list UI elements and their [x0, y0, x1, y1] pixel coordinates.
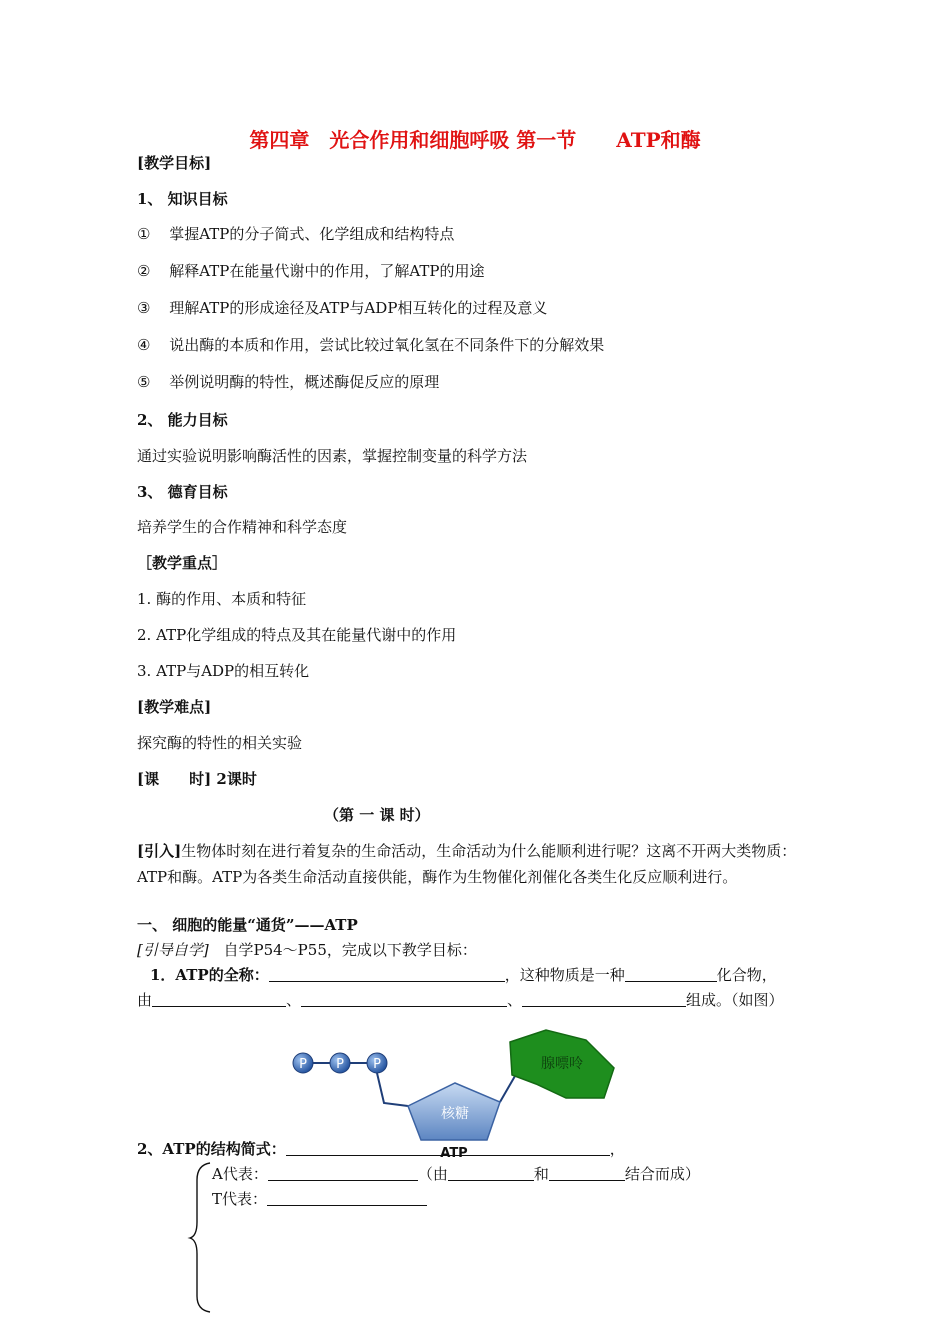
fill-blank[interactable] — [268, 1164, 418, 1181]
q1-label: 1．ATP的全称： — [150, 966, 269, 984]
period-first: （第 一 课 时） — [324, 806, 430, 824]
guide-text: 自学P54～P55，完成以下教学目标： — [223, 941, 477, 959]
item-text: 理解ATP的形成途径及ATP与ADP相互转化的过程及意义 — [169, 299, 548, 317]
page-title: 第四章 光合作用和细胞呼吸 第一节 ATP和酶 — [249, 128, 701, 152]
moral-text: 培养学生的合作精神和科学态度 — [137, 518, 348, 536]
section1-heading: 一、 细胞的能量“通货”——ATP — [137, 916, 358, 934]
a-paren-open: （由 — [417, 1165, 448, 1183]
item-number: ⑤ — [137, 373, 151, 391]
guide-label: [引导自学] — [137, 941, 209, 959]
keypoints-heading: ［教学重点］ — [137, 554, 228, 572]
item-number: ② — [137, 262, 151, 280]
item-text: 解释ATP在能量代谢中的作用，了解ATP的用途 — [169, 262, 485, 280]
phosphate-label: P — [373, 1057, 381, 1072]
ability-heading: 2、 能力目标 — [137, 411, 228, 429]
a-and: 和 — [533, 1165, 549, 1183]
grouping-brace — [190, 1163, 210, 1312]
phosphate-chain — [293, 1053, 387, 1073]
item-text: 举例说明酶的特性，概述酶促反应的原理 — [169, 373, 440, 391]
intro-text: 生物体时刻在进行着复杂的生命活动，生命活动为什么能顺利进行呢？这离不开两大类物质：ATP和酶。ATP为各类生命活动直接供能，酶作为生物催化剂催化各类生化反应顺利进行。 — [137, 842, 797, 886]
moral-heading: 3、 德育目标 — [137, 483, 228, 501]
a-label: A代表： — [212, 1165, 268, 1183]
q1-tail: 组成。（如图） — [686, 991, 784, 1009]
difficulties-heading: [教学难点] — [137, 698, 212, 716]
period-heading: [课 时] 2课时 — [137, 770, 257, 788]
ability-text: 通过实验说明影响酶活性的因素，掌握控制变量的科学方法 — [137, 447, 528, 465]
fill-blank[interactable] — [267, 1189, 427, 1206]
question-2-line — [137, 1139, 625, 1159]
keypoint-item: 3. ATP与ADP的相互转化 — [137, 662, 310, 680]
item-number: ④ — [137, 336, 151, 354]
q1-sep1: 、 — [286, 991, 302, 1009]
t-represents-line — [212, 1189, 427, 1209]
diagram-caption: ATP — [440, 1146, 468, 1161]
adenine-icon — [510, 1030, 614, 1098]
t-label: T代表： — [212, 1190, 268, 1208]
q1-from: 由 — [137, 991, 153, 1009]
item-number: ① — [137, 225, 151, 243]
phosphate-icon — [330, 1053, 350, 1073]
phosphate-icon — [293, 1053, 313, 1073]
fill-blank[interactable] — [549, 1164, 625, 1181]
a-paren-close: 结合而成） — [624, 1165, 700, 1183]
phosphate-label: P — [299, 1057, 307, 1072]
item-number: ③ — [137, 299, 151, 317]
phosphate-label: P — [336, 1057, 344, 1072]
ribose-label: 核糖 — [441, 1106, 469, 1122]
fill-blank[interactable] — [448, 1164, 534, 1181]
fill-blank[interactable] — [286, 1139, 610, 1156]
intro-label: [引入] — [137, 842, 182, 860]
objectives-heading: [教学目标] — [137, 154, 212, 172]
q1-sep2: 、 — [507, 991, 523, 1009]
a-represents-line — [212, 1164, 700, 1184]
knowledge-heading: 1、 知识目标 — [137, 190, 228, 208]
keypoint-item: 1. 酶的作用、本质和特征 — [137, 590, 307, 608]
keypoint-item: 2. ATP化学组成的特点及其在能量代谢中的作用 — [137, 626, 457, 644]
phosphate-ribose-bond — [377, 1073, 408, 1106]
q1-end: 化合物， — [716, 966, 777, 984]
difficulties-text: 探究酶的特性的相关实验 — [137, 734, 303, 752]
q2-comma: ， — [609, 1140, 625, 1158]
item-text: 掌握ATP的分子简式、化学组成和结构特点 — [169, 225, 455, 243]
adenine-label: 腺嘌呤 — [541, 1056, 583, 1072]
phosphate-icon — [367, 1053, 387, 1073]
ribose-icon — [408, 1083, 500, 1140]
item-text: 说出酶的本质和作用，尝试比较过氧化氢在不同条件下的分解效果 — [169, 336, 605, 354]
q1-mid: ，这种物质是一种 — [504, 966, 625, 984]
q2-label: 2、ATP的结构简式： — [137, 1140, 286, 1158]
